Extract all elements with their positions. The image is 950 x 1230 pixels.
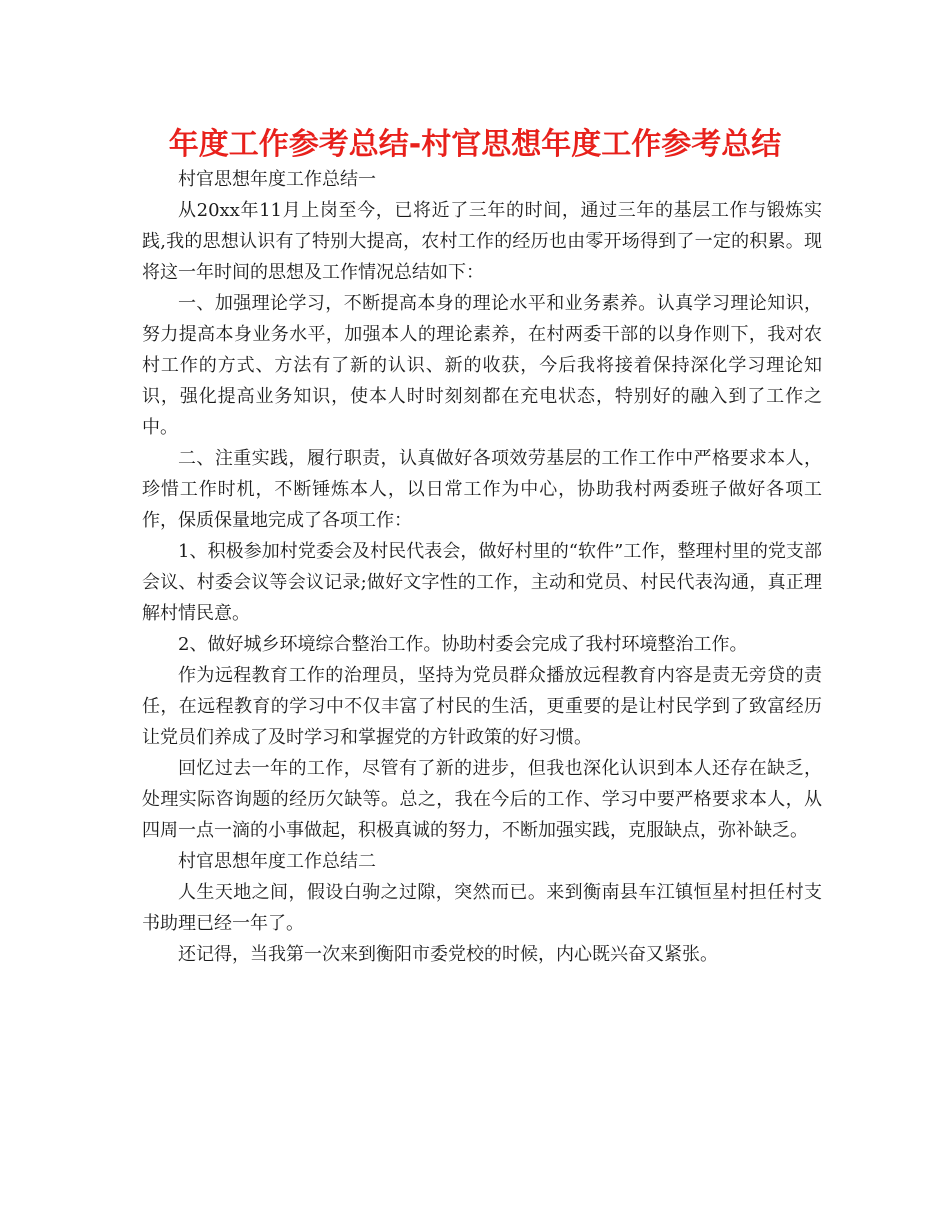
paragraph: 从20xx年11月上岗至今，已将近了三年的时间，通过三年的基层工作与锻炼实践,我的思想认识有了特别大提高，农村工作的经历也由零开场得到了一定的积累。现将这一年时间的思想及工作情况总结如下： <box>142 200 822 283</box>
paragraph: 一、加强理论学习，不断提高本身的理论水平和业务素养。认真学习理论知识，努力提高本身业务水平，加强本人的理论素养，在村两委干部的以身作则下，我对农村工作的方式、方法有了新的认识、新的收获，今后我将接着保持深化学习理论知识，强化提高业务知识，使本人时时刻刻都在充电状态，特别好的融入到了工作之中。 <box>142 293 822 438</box>
document-body <box>142 164 822 970</box>
paragraph: 二、注重实践，履行职责，认真做好各项效劳基层的工作工作中严格要求本人，珍惜工作时机，不断锤炼本人，以日常工作为中心，协助我村两委班子做好各项工作，保质保量地完成了各项工作： <box>142 448 822 531</box>
paragraph: 还记得，当我第一次来到衡阳市委党校的时候，内心既兴奋又紧张。 <box>178 944 718 965</box>
paragraph: 人生天地之间，假设白驹之过隙，突然而已。来到衡南县车江镇恒星村担任村支书助理已经一年了。 <box>142 882 822 934</box>
paragraph: 1、积极参加村党委会及村民代表会，做好村里的“软件”工作，整理村里的党支部会议、村委会议等会议记录;做好文字性的工作，主动和党员、村民代表沟通，真正理解村情民意。 <box>142 541 822 624</box>
paragraph: 回忆过去一年的工作，尽管有了新的进步，但我也深化认识到本人还存在缺乏，处理实际咨询题的经历欠缺等。总之，我在今后的工作、学习中要严格要求本人，从四周一点一滴的小事做起，积极真诚的努力，不断加强实践，克服缺点，弥补缺乏。 <box>142 758 822 841</box>
section-heading: 村官思想年度工作总结二 <box>178 851 376 872</box>
section-heading: 村官思想年度工作总结一 <box>178 169 376 190</box>
document-title: 年度工作参考总结-村官思想年度工作参考总结 <box>168 127 782 162</box>
paragraph: 2、做好城乡环境综合整治工作。协助村委会完成了我村环境整治工作。 <box>178 634 748 655</box>
paragraph: 作为远程教育工作的治理员，坚持为党员群众播放远程教育内容是责无旁贷的责任，在远程教育的学习中不仅丰富了村民的生活，更重要的是让村民学到了致富经历让党员们养成了及时学习和掌握党的方针政策的好习惯。 <box>142 665 822 748</box>
